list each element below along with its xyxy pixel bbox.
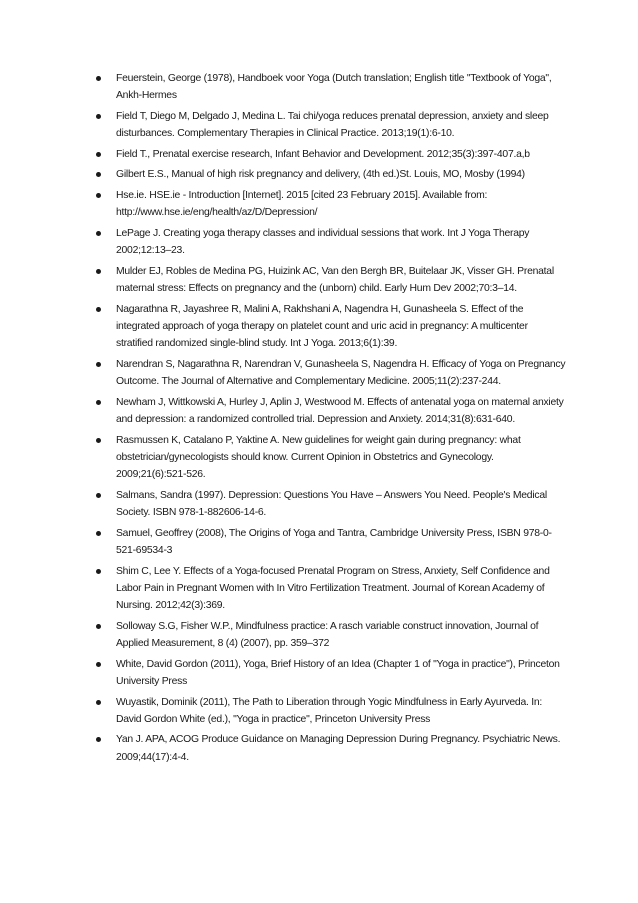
reference-item — [96, 394, 566, 429]
bullet-icon — [96, 662, 101, 667]
reference-item — [96, 301, 566, 353]
reference-item — [96, 108, 566, 143]
bullet-icon — [96, 700, 101, 705]
bullet-icon — [96, 76, 101, 81]
reference-text: Newham J, Wittkowski A, Hurley J, Aplin J, Westwood M. Effects of antenatal yoga on maternal anxiety and depression: a randomized controlled trial. Depression and Anxiety. 2014;31(8):631-640. — [116, 396, 564, 426]
bullet-icon — [96, 114, 101, 119]
reference-text: White, David Gordon (2011), Yoga, Brief History of an Idea (Chapter 1 of "Yoga in practice"), Princeton University Press — [116, 658, 560, 687]
bullet-icon — [96, 172, 101, 177]
reference-item — [96, 525, 566, 560]
reference-item — [96, 166, 566, 183]
reference-text: Narendran S, Nagarathna R, Narendran V, Gunasheela S, Nagendra H. Efficacy of Yoga on Pregnancy Outcome. The Journal of Alternative and Complementary Medicine. 2005;11(2):237-244. — [116, 358, 566, 388]
reference-item — [96, 731, 566, 766]
reference-item — [96, 694, 566, 729]
reference-text: Field T., Prenatal exercise research, Infant Behavior and Development. 2012;35(3):397-407.a,b — [116, 148, 530, 160]
reference-item — [96, 70, 566, 105]
bullet-icon — [96, 193, 101, 198]
reference-item — [96, 356, 566, 391]
reference-text: Wuyastik, Dominik (2011), The Path to Liberation through Yogic Mindfulness in Early Ayurveda. In: David Gordon White (ed.), "Yoga in practice", Princeton University Press — [116, 696, 543, 725]
reference-text: Hse.ie. HSE.ie - Introduction [Internet]. 2015 [cited 23 February 2015]. Available from: http://www.hse.ie/eng/health/az/D/Depression/ — [116, 189, 488, 219]
reference-item — [96, 656, 566, 691]
bullet-icon — [96, 531, 101, 536]
reference-text: Shim C, Lee Y. Effects of a Yoga-focused Prenatal Program on Stress, Anxiety, Self Confidence and Labor Pain in Pregnant Women with In Vitro Fertilization Treatment. Journal of Korean Academy of Nursing. 2012;42(3):369. — [116, 565, 550, 612]
reference-text: Gilbert E.S., Manual of high risk pregnancy and delivery, (4th ed.)St. Louis, MO, Mosby (1994) — [116, 169, 525, 181]
reference-text: Rasmussen K, Catalano P, Yaktine A. New guidelines for weight gain during pregnancy: what obstetrician/gynecologists should know. Current Opinion in Obstetrics and Gynecology. 2009;21(6):521-526. — [116, 434, 521, 481]
reference-text: Samuel, Geoffrey (2008), The Origins of Yoga and Tantra, Cambridge University Press, ISBN 978-0-521-69534-3 — [116, 527, 552, 556]
bullet-icon — [96, 493, 101, 498]
bullet-icon — [96, 307, 101, 312]
reference-text: Feuerstein, George (1978), Handboek voor Yoga (Dutch translation; English title "Textbook of Yoga", Ankh-Hermes — [116, 73, 552, 102]
bullet-icon — [96, 269, 101, 274]
reference-list — [96, 70, 566, 769]
bullet-icon — [96, 362, 101, 367]
bullet-icon — [96, 231, 101, 236]
reference-item — [96, 146, 566, 163]
reference-item — [96, 563, 566, 615]
reference-text: Field T, Diego M, Delgado J, Medina L. Tai chi/yoga reduces prenatal depression, anxiety and sleep disturbances. Complementary Therapies in Clinical Practice. 2013;19(1):6-10. — [116, 110, 549, 140]
reference-item — [96, 618, 566, 653]
bullet-icon — [96, 624, 101, 629]
reference-item — [96, 225, 566, 260]
bullet-icon — [96, 569, 101, 574]
bullet-icon — [96, 400, 101, 405]
reference-text: LePage J. Creating yoga therapy classes and individual sessions that work. Int J Yoga Therapy 2002;12:13–23. — [116, 227, 530, 257]
reference-text: Solloway S.G, Fisher W.P., Mindfulness practice: A rasch variable construct innovation, Journal of Applied Measurement, 8 (4) (2007), pp. 359–372 — [116, 620, 539, 650]
bullet-icon — [96, 152, 101, 157]
bullet-icon — [96, 438, 101, 443]
reference-item — [96, 432, 566, 484]
reference-item — [96, 487, 566, 522]
reference-text: Yan J. APA, ACOG Produce Guidance on Managing Depression During Pregnancy. Psychiatric News. 2009;44(17):4-4. — [116, 734, 561, 763]
reference-text: Mulder EJ, Robles de Medina PG, Huizink AC, Van den Bergh BR, Buitelaar JK, Visser GH. Prenatal maternal stress: Effects on pregnancy and the (unborn) child. Early Hum Dev 2002;70:3–14. — [116, 265, 554, 295]
reference-item — [96, 263, 566, 298]
reference-item — [96, 187, 566, 222]
reference-text: Salmans, Sandra (1997). Depression: Questions You Have – Answers You Need. People's Medical Society. ISBN 978-1-882606-14-6. — [116, 489, 547, 519]
reference-text: Nagarathna R, Jayashree R, Malini A, Rakhshani A, Nagendra H, Gunasheela S. Effect of the integrated approach of yoga therapy on platelet count and uric acid in pregnancy: A multicenter stratified randomized single-blind study. Int J Yoga. 2013;6(1):39. — [116, 303, 528, 350]
bullet-icon — [96, 737, 101, 742]
